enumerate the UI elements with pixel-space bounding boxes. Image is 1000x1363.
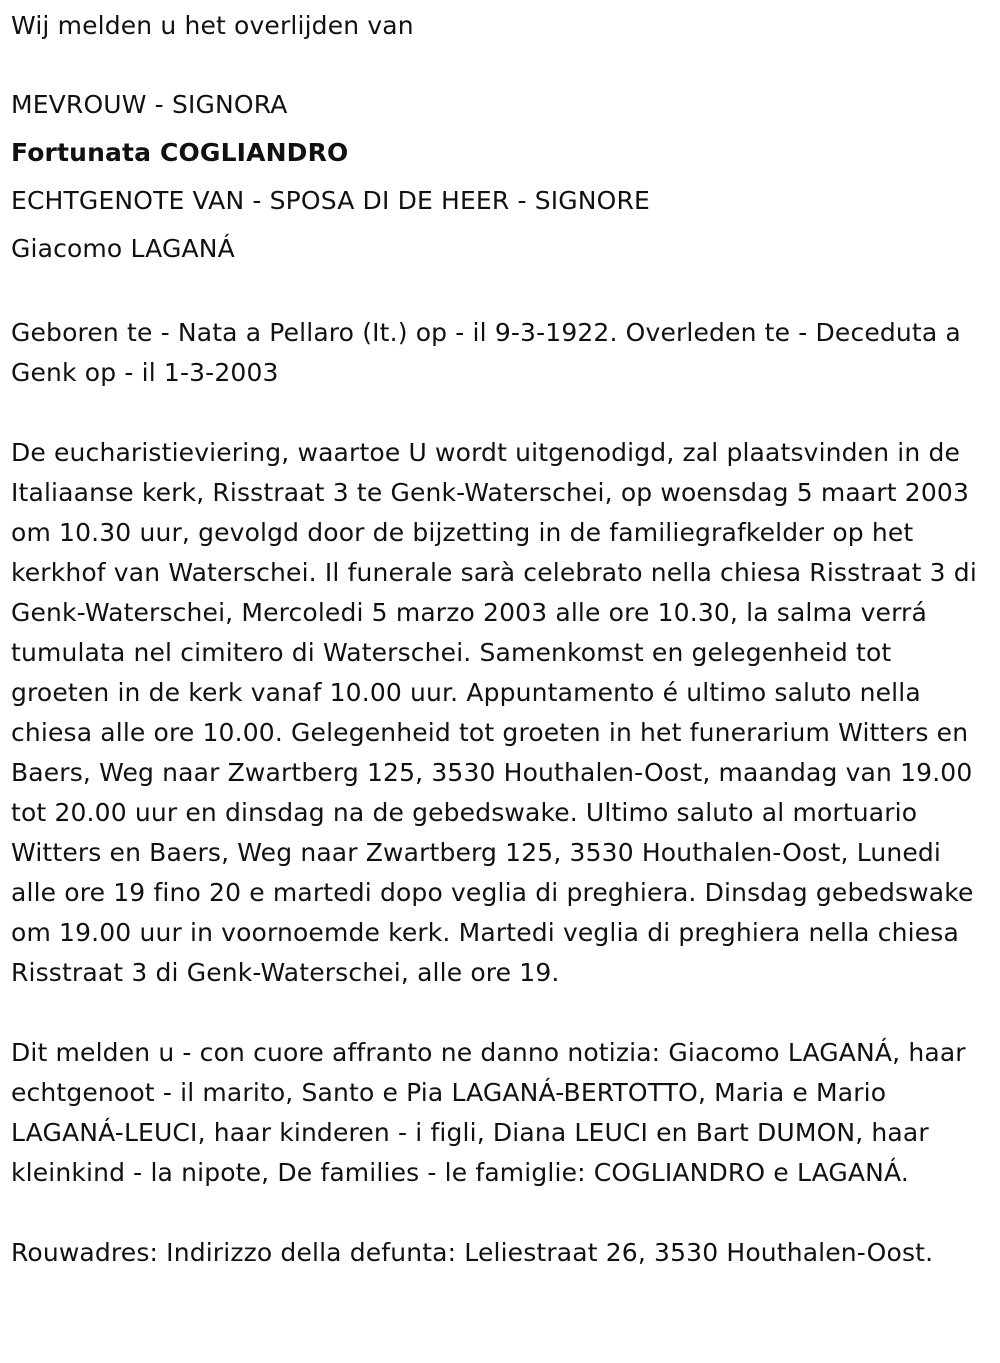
spouse-label: ECHTGENOTE VAN - SPOSA DI DE HEER - SIGNORE <box>11 186 650 215</box>
obituary-notice <box>11 6 993 1273</box>
spouse-name: Giacomo LAGANÁ <box>11 234 235 263</box>
ceremony-paragraph: De eucharistieviering, waartoe U wordt uitgenodigd, zal plaatsvinden in de Italiaanse kerk, Risstraat 3 te Genk-Waterschei, op woensdag 5 maart 2003 om 10.30 uur, gevolgd door de bijzetting in de familiegrafkelder op het kerkhof van Waterschei. Il funerale sarà celebrato nella chiesa Risstraat 3 di Genk-Waterschei, Mercoledi 5 marzo 2003 alle ore 10.30, la salma verrá tumulata nel cimitero di Waterschei. Samenkomst en gelegenheid tot groeten in de kerk vanaf 10.00 uur. Appuntamento é ultimo saluto nella chiesa alle ore 10.00. Gelegenheid tot groeten in het funerarium Witters en Baers, Weg naar Zwartberg 125, 3530 Houthalen-Oost, maandag van 19.00 tot 20.00 uur en dinsdag na de gebedswake. Ultimo saluto al mortuario Witters en Baers, Weg naar Zwartberg 125, 3530 Houthalen-Oost, Lunedi alle ore 19 fino 20 e martedi dopo veglia di preghiera. Dinsdag gebedswake om 19.00 uur in voornoemde kerk. Martedi veglia di preghiera nella chiesa Risstraat 3 di Genk-Waterschei, alle ore 19. <box>11 438 977 987</box>
address-line: Rouwadres: Indirizzo della defunta: Leliestraat 26, 3530 Houthalen-Oost. <box>11 1238 934 1267</box>
title-line: MEVROUW - SIGNORA <box>11 90 288 119</box>
family-paragraph: Dit melden u - con cuore affranto ne danno notizia: Giacomo LAGANÁ, haar echtgenoot - il marito, Santo e Pia LAGANÁ-BERTOTTO, Maria e Mario LAGANÁ-LEUCI, haar kinderen - i figli, Diana LEUCI en Bart DUMON, haar kleinkind - la nipote, De families - le famiglie: COGLIANDRO e LAGANÁ. <box>11 1038 966 1187</box>
intro-line: Wij melden u het overlijden van <box>11 11 414 40</box>
birth-death-paragraph: Geboren te - Nata a Pellaro (It.) op - il 9-3-1922. Overleden te - Deceduta a Genk op - il 1-3-2003 <box>11 318 961 387</box>
deceased-name: Fortunata COGLIANDRO <box>11 138 349 167</box>
